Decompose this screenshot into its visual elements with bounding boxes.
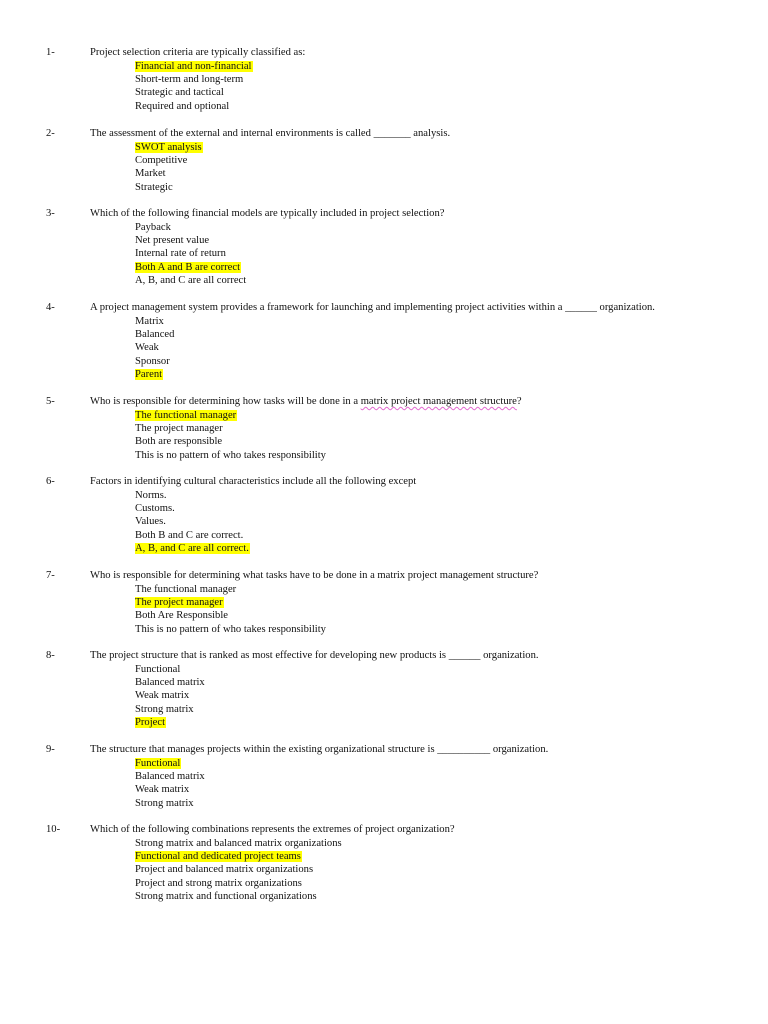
question-text: Which of the following financial models are typically included in project selection?	[90, 208, 445, 219]
question-number: 7-	[46, 570, 55, 581]
question-text: The project structure that is ranked as most effective for developing new products is ______ organization.	[90, 650, 539, 661]
answer-option-highlighted: The functional manager	[135, 409, 237, 421]
answer-option: Balanced matrix	[135, 676, 205, 688]
question-text: Who is responsible for determining how tasks will be done in a matrix project management structure?	[90, 396, 522, 407]
question-text: Project selection criteria are typically classified as:	[90, 47, 306, 58]
answer-option: Customs.	[135, 502, 175, 514]
answer-option: Both are responsible	[135, 436, 223, 448]
answer-option-highlighted: Functional and dedicated project teams	[135, 850, 301, 862]
answer-option: Required and optional	[135, 100, 230, 112]
question-text: A project management system provides a framework for launching and implementing project activities within a ______ organization.	[90, 302, 655, 313]
answer-option: Balanced matrix	[135, 770, 205, 782]
answer-option: Weak	[135, 342, 159, 354]
answer-option-highlighted: A, B, and C are all correct.	[135, 543, 249, 555]
answer-options	[135, 409, 327, 463]
question-number: 3-	[46, 208, 55, 219]
question-number: 4-	[46, 302, 55, 313]
answer-option: Values.	[135, 516, 166, 528]
answer-option: Project and strong matrix organizations	[135, 877, 302, 889]
question-number: 6-	[46, 476, 55, 487]
answer-option: The project manager	[135, 422, 223, 434]
answer-option: Strong matrix and functional organizations	[135, 891, 317, 903]
spellcheck-underline: matrix project management structure	[360, 396, 517, 407]
question-number: 2-	[46, 128, 55, 139]
answer-option: Norms.	[135, 489, 167, 501]
answer-options	[135, 489, 250, 556]
answer-option: The functional manager	[135, 583, 237, 595]
answer-options	[135, 141, 203, 195]
answer-option: Project and balanced matrix organizations	[135, 864, 314, 876]
answer-options	[135, 221, 247, 288]
question-text: The assessment of the external and internal environments is called _______ analysis.	[90, 128, 451, 139]
answer-option-highlighted: Project	[135, 717, 166, 729]
question-number: 8-	[46, 650, 55, 661]
question-text: The structure that manages projects within the existing organizational structure is __________ organization.	[90, 744, 549, 755]
question-number: 10-	[46, 824, 61, 835]
answer-option: Short-term and long-term	[135, 73, 244, 85]
answer-option: Sponsor	[135, 355, 170, 367]
answer-option: Strong matrix and balanced matrix organizations	[135, 837, 342, 849]
answer-options	[135, 583, 327, 637]
answer-options	[135, 757, 206, 811]
question-text: Who is responsible for determining what tasks have to be done in a matrix project management structure?	[90, 570, 539, 581]
answer-option: This is no pattern of who takes responsibility	[135, 623, 326, 635]
answer-options	[135, 315, 175, 382]
question-text: Which of the following combinations represents the extremes of project organization?	[90, 824, 455, 835]
answer-option: This is no pattern of who takes responsibility	[135, 449, 326, 461]
answer-option: Weak matrix	[135, 784, 190, 796]
answer-option-highlighted: Financial and non-financial	[135, 60, 252, 72]
answer-option-highlighted: Both A and B are correct	[135, 261, 241, 273]
answer-option: Matrix	[135, 315, 164, 327]
answer-option: Strategic	[135, 181, 173, 193]
answer-option: Both Are Responsible	[135, 610, 228, 622]
answer-option: Balanced	[135, 328, 175, 340]
answer-option-highlighted: SWOT analysis	[135, 141, 202, 153]
question-number: 9-	[46, 744, 55, 755]
answer-options	[135, 60, 253, 114]
answer-options	[135, 663, 206, 730]
answer-option-highlighted: Functional	[135, 757, 181, 769]
answer-option: Strong matrix	[135, 797, 194, 809]
answer-option: Strong matrix	[135, 703, 194, 715]
answer-option: Both B and C are correct.	[135, 529, 244, 541]
answer-option: Payback	[135, 221, 171, 233]
answer-option: A, B, and C are all correct	[135, 275, 247, 287]
answer-options	[135, 837, 343, 904]
answer-option-highlighted: The project manager	[135, 596, 223, 608]
answer-option: Weak matrix	[135, 690, 190, 702]
answer-option: Net present value	[135, 234, 210, 246]
question-text: Factors in identifying cultural characteristics include all the following except	[90, 476, 417, 487]
answer-option-highlighted: Parent	[135, 369, 163, 381]
answer-option: Strategic and tactical	[135, 87, 224, 99]
answer-option: Competitive	[135, 154, 188, 166]
question-number: 5-	[46, 396, 55, 407]
answer-option: Functional	[135, 663, 181, 675]
question-number: 1-	[46, 47, 55, 58]
answer-option: Market	[135, 168, 166, 180]
answer-option: Internal rate of return	[135, 248, 226, 260]
